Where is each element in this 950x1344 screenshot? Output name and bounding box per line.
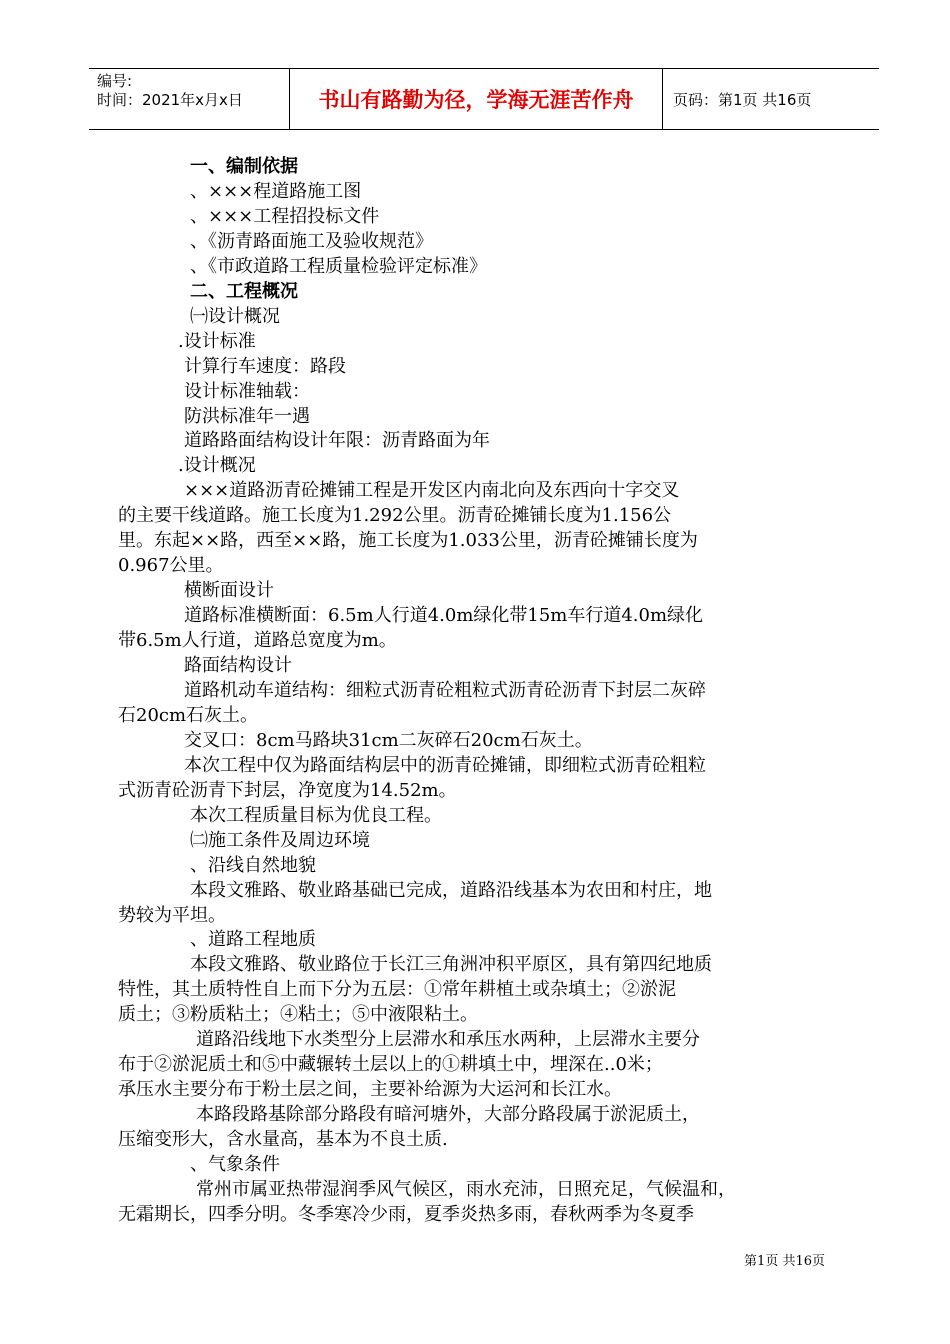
- text-line: ㈡施工条件及周边环境: [190, 830, 370, 851]
- motto-text: 书山有路勤为径，学海无涯苦作舟: [318, 88, 634, 112]
- text-line: 式沥青砼沥青下封层，净宽度为14.52m。: [118, 780, 457, 801]
- text-line: 本次工程中仅为路面结构层中的沥青砼摊铺，即细粒式沥青砼粗粒: [184, 755, 706, 776]
- section-heading: 一、编制依据: [190, 156, 298, 177]
- text-line: 压缩变形大，含水量高，基本为不良土质.: [118, 1129, 448, 1150]
- text-line: 无霜期长，四季分明。冬季寒冷少雨，夏季炎热多雨，春秋两季为冬夏季: [118, 1204, 694, 1225]
- header-page-cell: [663, 69, 879, 129]
- text-line: 势较为平坦。: [118, 905, 226, 926]
- text-line: 、×××程道路施工图: [190, 181, 362, 202]
- text-line: .设计标准: [178, 331, 256, 352]
- text-line: 、沿线自然地貌: [190, 855, 316, 876]
- text-line: 路面结构设计: [184, 655, 292, 676]
- text-line: 防洪标准年一遇: [184, 406, 310, 427]
- code-label: 编号:: [97, 72, 133, 90]
- text-line: 石20cm石灰土。: [118, 705, 259, 726]
- text-line: 、《市政道路工程质量检验评定标准》: [190, 256, 487, 277]
- text-line: 质土；③粉质粘土；④粘土；⑤中液限粘土。: [118, 1004, 478, 1025]
- text-line: ㈠设计概况: [190, 306, 280, 327]
- page-info: 页码：第1页 共16页: [673, 90, 812, 109]
- text-line: 、气象条件: [190, 1154, 280, 1175]
- text-line: 特性，其土质特性自上而下分为五层：①常年耕植土或杂填土；②淤泥: [118, 979, 676, 1000]
- text-line: 、《沥青路面施工及验收规范》: [190, 231, 433, 252]
- text-line: 布于②淤泥质土和⑤中藏辗转土层以上的①耕填土中，埋深在..0米；: [118, 1054, 663, 1075]
- text-line: .设计概况: [178, 455, 256, 476]
- text-line: 常州市属亚热带湿润季风气候区，雨水充沛，日照充足，气候温和，: [196, 1179, 736, 1200]
- text-line: 0.967公里。: [118, 555, 224, 576]
- text-line: 的主要干线道路。施工长度为1.292公里。沥青砼摊铺长度为1.156公: [118, 505, 672, 526]
- text-line: 设计标准轴载：: [184, 381, 310, 402]
- text-line: 本段文雅路、敬业路位于长江三角洲冲积平原区，具有第四纪地质: [190, 954, 712, 975]
- text-line: 道路机动车道结构：细粒式沥青砼粗粒式沥青砼沥青下封层二灰碎: [184, 680, 706, 701]
- text-line: 本次工程质量目标为优良工程。: [190, 805, 442, 826]
- text-line: 本路段路基除部分路段有暗河塘外，大部分路段属于淤泥质土，: [196, 1104, 700, 1125]
- time-label: 时间：2021年x月x日: [97, 91, 243, 109]
- header-table: [89, 68, 879, 130]
- header-motto-cell: [290, 69, 663, 129]
- text-line: 计算行车速度：路段: [184, 356, 346, 377]
- text-line: 带6.5m人行道，道路总宽度为m。: [118, 630, 397, 651]
- text-line: 道路标准横断面：6.5m人行道4.0m绿化带15m车行道4.0m绿化: [184, 605, 704, 626]
- text-line: 里。东起××路，西至××路，施工长度为1.033公里，沥青砼摊铺长度为: [118, 530, 698, 551]
- text-line: 、道路工程地质: [190, 929, 316, 950]
- text-line: 交叉口：8cm马路块31cm二灰碎石20cm石灰土。: [184, 730, 593, 751]
- text-line: 本段文雅路、敬业路基础已完成，道路沿线基本为农田和村庄，地: [190, 880, 712, 901]
- header-left-cell: [89, 69, 290, 129]
- page-footer: 第1页 共16页: [744, 1254, 825, 1269]
- section-heading: 二、工程概况: [190, 281, 298, 302]
- text-line: ×××道路沥青砼摊铺工程是开发区内南北向及东西向十字交叉: [184, 480, 680, 501]
- text-line: 承压水主要分布于粉土层之间，主要补给源为大运河和长江水。: [118, 1079, 622, 1100]
- text-line: 横断面设计: [184, 580, 274, 601]
- text-line: 、×××工程招投标文件: [190, 206, 380, 227]
- text-line: 道路沿线地下水类型分上层滞水和承压水两种，上层滞水主要分: [196, 1029, 700, 1050]
- text-line: 道路路面结构设计年限：沥青路面为年: [184, 430, 490, 451]
